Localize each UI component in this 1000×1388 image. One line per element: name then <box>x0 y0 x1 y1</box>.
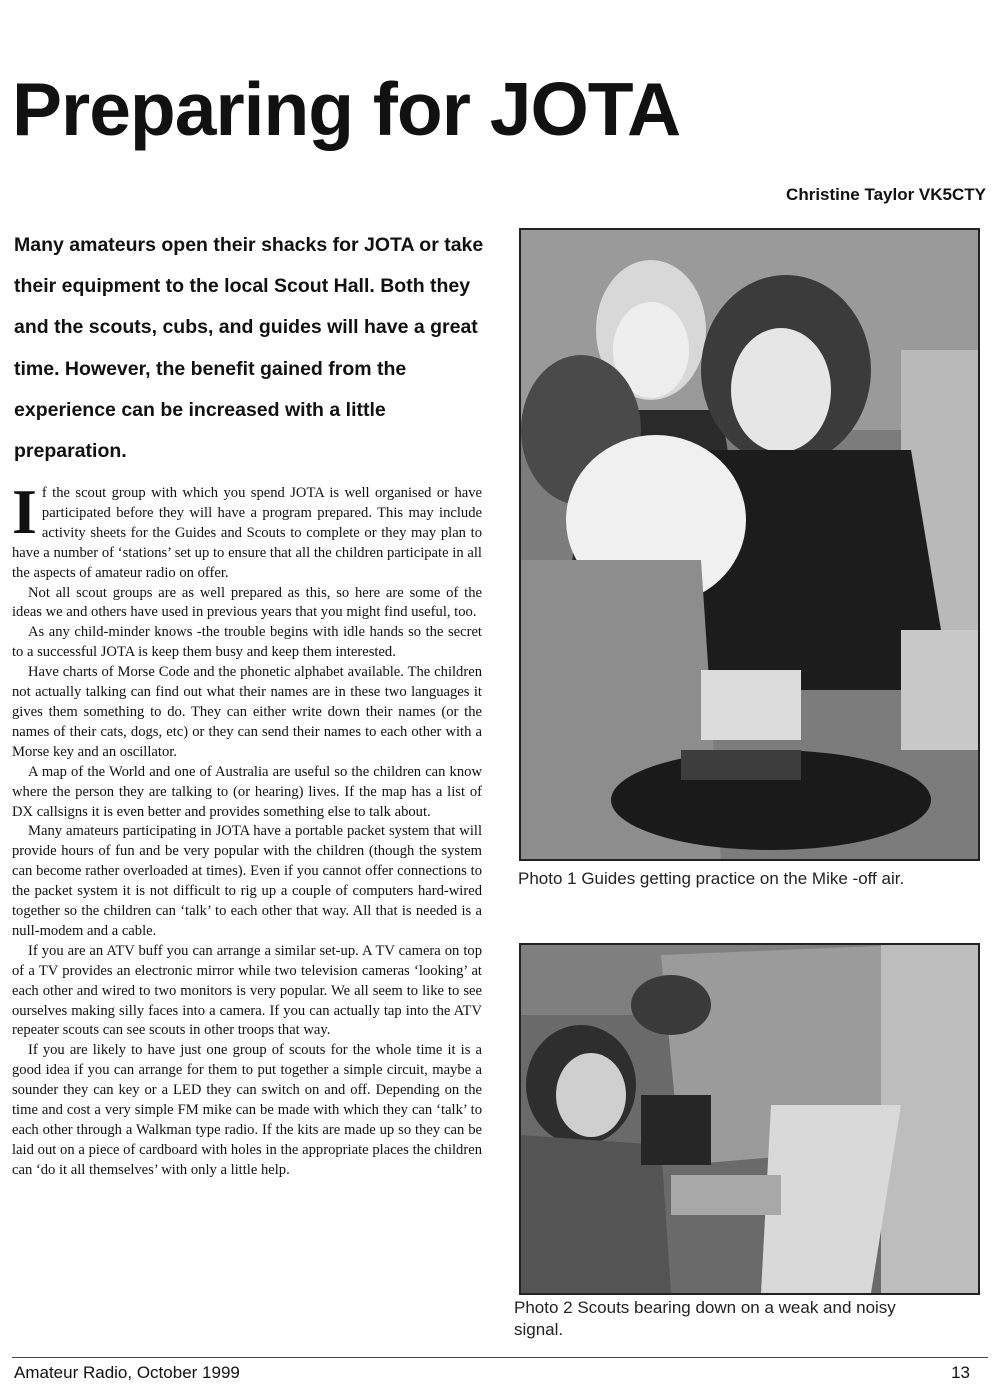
photo-1 <box>519 228 980 861</box>
footer-rule <box>12 1357 988 1358</box>
body-paragraph: Not all scout groups are as well prepared as this, so here are some of the ideas we and others have used in previous years that you might find useful, too. <box>12 584 482 621</box>
photo-2 <box>519 943 980 1295</box>
photo-2-caption: Photo 2 Scouts bearing down on a weak and noisy signal. <box>514 1298 896 1339</box>
drop-cap: I <box>12 476 37 547</box>
article-intro: Many amateurs open their shacks for JOTA or take their equipment to the local Scout Hall. Both they and the scouts, cubs, and guides will have a great time. However, the benefit gained from the experience can be increased with a little preparation. <box>14 234 484 463</box>
photo-1-caption: Photo 1 Guides getting practice on the Mike -off air. <box>518 869 905 888</box>
body-paragraph: A map of the World and one of Australia are useful so the children can know where the person they are talking to (or hearing) lives. If the map has a list of DX callsigns it is even better and provides something else to talk about. <box>12 763 482 820</box>
photo-1-image <box>521 230 978 859</box>
body-paragraph: If you are an ATV buff you can arrange a similar set-up. A TV camera on top of a TV provides an electronic mirror while two television cameras ‘looking’ at each other and wired to two monitors is very popular. We all seem to like to see ourselves making silly faces into a camera. If you can actually tap into the ATV repeater scouts can see scouts in other troops that way. <box>12 942 482 1039</box>
page-number: 13 <box>951 1363 970 1382</box>
photo-2-image <box>521 945 978 1293</box>
body-paragraph: If the scout group with which you spend JOTA is well organised or have participated before they will have a program prepared. This may include activity sheets for the Guides and Scouts to complete or they may plan to have a number of ‘stations’ set up to ensure that all the children participate in all the aspects of amateur radio on offer. <box>12 476 482 581</box>
body-paragraph: If you are likely to have just one group of scouts for the whole time it is a good idea if you can arrange for them to put together a simple circuit, maybe a sounder they can key or a LED they can switch on and off. Depending on the time and cost a very simple FM mike can be made with which they can ‘talk’ to each other through a Walkman type radio. If the kits are made up so they can be laid out on a piece of cardboard with holes in the appropriate places the children can ‘do it all themselves’ with only a little help. <box>12 1042 482 1178</box>
footer-publication: Amateur Radio, October 1999 <box>14 1363 240 1382</box>
body-paragraph: As any child-minder knows -the trouble begins with idle hands so the secret to a successful JOTA is keep them busy and keep them interested. <box>12 624 482 661</box>
article-title: Preparing for JOTA <box>12 67 681 151</box>
author-byline: Christine Taylor VK5CTY <box>786 185 986 204</box>
article-body <box>12 476 482 1181</box>
body-paragraph: Have charts of Morse Code and the phonetic alphabet available. The children not actually talking can find out what their names are in these two languages it gives them something to do. They can either write down their names (or the names of their cats, dogs, etc) or they can send their names to each other with a Morse key and an oscillator. <box>12 664 482 760</box>
body-paragraph: Many amateurs participating in JOTA have a portable packet system that will provide hours of fun and be very popular with the children (though the system can become rather overloaded at times). Even if you cannot offer connections to the packet system it is not difficult to rig up a couple of computers hard-wired together so the children can ‘talk’ to each other that way. All that is needed is a null-modem and a cable. <box>12 823 482 939</box>
